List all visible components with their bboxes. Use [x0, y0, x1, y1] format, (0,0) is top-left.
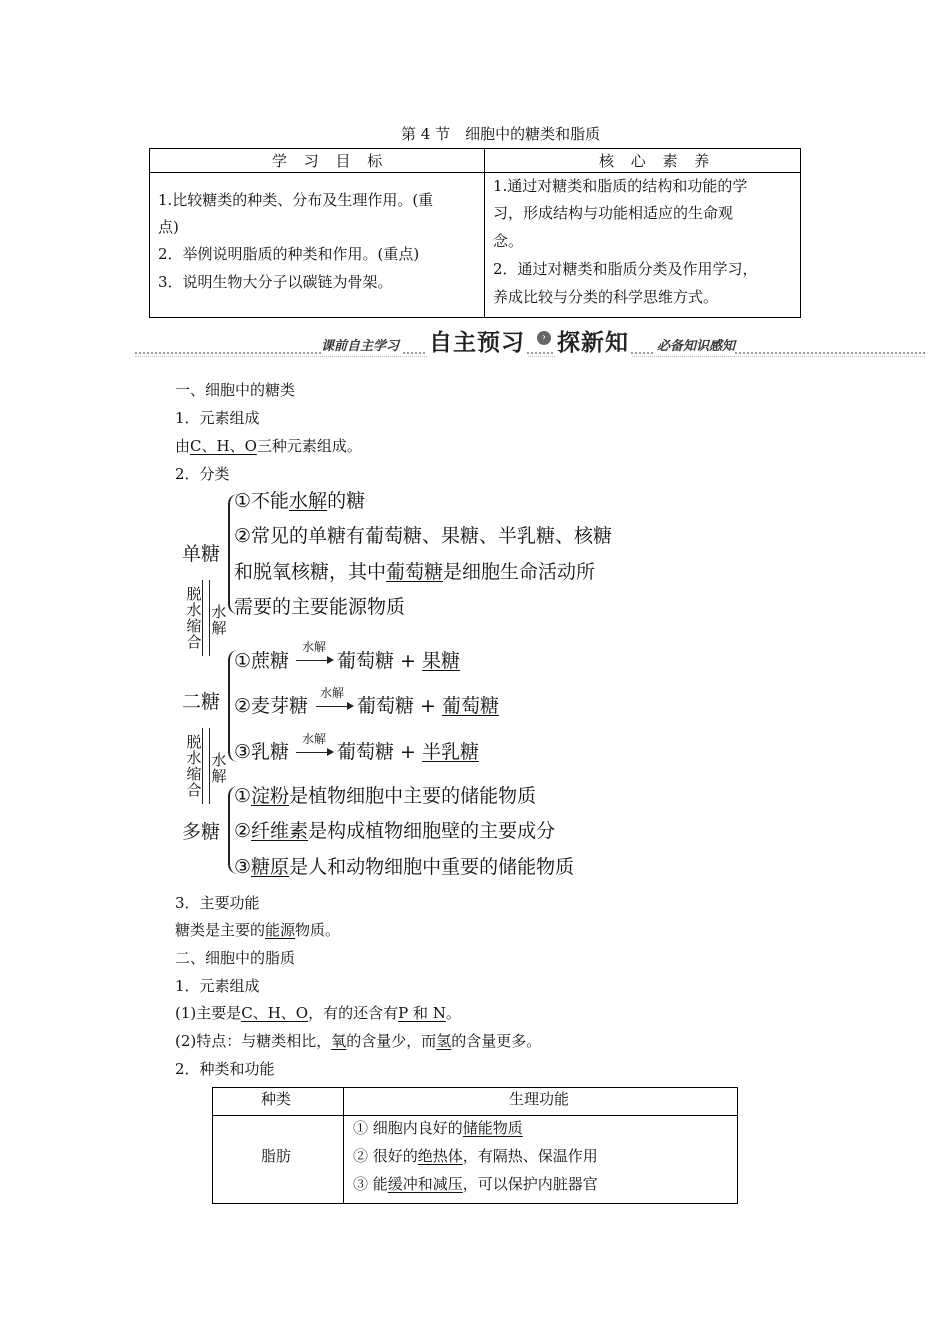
poly-line-3: ③糖原是人和动物细胞中重要的储能物质: [234, 856, 575, 878]
di-3-right: 葡萄糖 + 半乳糖: [337, 741, 480, 763]
answer-blank: 水解: [289, 490, 328, 512]
polysaccharide-label: 多糖: [182, 821, 221, 843]
arrow-label: 水解: [320, 686, 345, 700]
objective-line: 点): [158, 218, 179, 236]
objective-line: 1.比较糖类的种类、分布及生理作用。(重: [158, 191, 434, 209]
sugars-function-heading: 3．主要功能: [175, 894, 260, 912]
right-arrow-icon: [296, 660, 332, 661]
hydrolysis-label: 水解: [211, 751, 227, 785]
table-header-function: 生理功能: [509, 1090, 570, 1108]
banner-left-label: 课前自主学习: [321, 335, 403, 354]
objective-line: 2．举例说明脂质的种类和作用。(重点): [158, 245, 420, 263]
fat-function-1: ① 细胞内良好的储能物质: [353, 1119, 523, 1137]
mono-line-1: ①不能水解的糖: [234, 490, 366, 512]
banner-arrow-icon: ›: [537, 331, 551, 345]
arrow-label: 水解: [302, 732, 327, 746]
answer-blank: P 和 N: [398, 1004, 446, 1022]
right-arrow-icon: [296, 752, 332, 753]
hydrolysis-label: 水解: [211, 603, 227, 637]
arrow-label: 水解: [302, 640, 327, 654]
fat-function-2: ② 很好的绝热体，有隔热、保温作用: [353, 1147, 598, 1165]
competency-line: 2．通过对糖类和脂质分类及作用学习，: [493, 260, 758, 278]
competency-line: 念。: [493, 232, 524, 250]
di-2-right: 葡萄糖 + 葡萄糖: [357, 695, 500, 717]
mono-line-2: ②常见的单糖有葡萄糖、果糖、半乳糖、核糖: [234, 525, 613, 547]
mono-line-4: 需要的主要能源物质: [234, 596, 406, 618]
objectives-table: [149, 148, 801, 318]
disaccharide-label: 二糖: [182, 691, 221, 713]
poly-line-2: ②纤维素是构成植物细胞壁的主要成分: [234, 820, 556, 842]
lipids-elements-heading: 1．元素组成: [175, 977, 260, 995]
competency-line: 习，形成结构与功能相适应的生命观: [493, 204, 734, 222]
banner-right-label: 必备知识感知: [653, 335, 735, 354]
di-2-left: ②麦芽糖: [234, 695, 309, 717]
answer-blank: 糖原: [251, 856, 290, 878]
poly-line-1: ①淀粉是植物细胞中主要的储能物质: [234, 785, 537, 807]
objectives-header: 学 习 目 标: [272, 152, 389, 170]
banner-main-right: 探新知: [555, 324, 631, 357]
sugars-heading: 一、细胞中的糖类: [175, 381, 296, 399]
answer-blank: 氧: [331, 1032, 347, 1050]
mono-line-3: 和脱氧核糖，其中葡萄糖是细胞生命活动所: [234, 561, 596, 583]
answer-blank: 葡萄糖: [386, 561, 444, 583]
answer-blank: 葡萄糖: [442, 695, 500, 717]
section-banner: [135, 322, 925, 362]
sugars-function-line: 糖类是主要的能源物质。: [175, 921, 341, 939]
page-title: 第 4 节 细胞中的糖类和脂质: [401, 125, 601, 143]
competency-line: 养成比较与分类的科学思维方式。: [493, 288, 719, 306]
answer-blank: 缓冲和减压: [387, 1175, 463, 1193]
answer-blank: 能源: [265, 921, 296, 939]
di-3-left: ③乳糖: [234, 741, 290, 763]
competency-header: 核 心 素 养: [599, 152, 716, 170]
answer-blank: 纤维素: [251, 820, 309, 842]
dehydration-label: 脱水缩合: [186, 733, 202, 799]
sugars-class-heading: 2．分类: [175, 465, 230, 483]
di-1-left: ①蔗糖: [234, 650, 290, 672]
answer-blank: 储能物质: [462, 1119, 523, 1137]
sugars-elements-line: 由C、H、O三种元素组成。: [175, 437, 362, 455]
lipids-heading: 二、细胞中的脂质: [175, 949, 296, 967]
right-arrow-icon: [316, 706, 352, 707]
monosaccharide-label: 单糖: [182, 543, 221, 565]
answer-blank: 半乳糖: [422, 741, 480, 763]
answer-blank: 氢: [436, 1032, 452, 1050]
lipid-function-table: [212, 1087, 738, 1204]
lipids-elements-line-2: (2)特点：与糖类相比，氧的含量少，而氢的含量更多。: [175, 1032, 542, 1050]
sugars-elements-heading: 1．元素组成: [175, 409, 260, 427]
table-header-type: 种类: [261, 1090, 292, 1108]
lipids-elements-line-1: (1)主要是C、H、O，有的还含有P 和 N。: [175, 1004, 461, 1022]
objective-line: 3．说明生物大分子以碳链为骨架。: [158, 273, 393, 291]
answer-blank: 绝热体: [417, 1147, 463, 1165]
lipids-types-heading: 2．种类和功能: [175, 1060, 275, 1078]
di-1-right: 葡萄糖 + 果糖: [337, 650, 461, 672]
fat-function-3: ③ 能缓冲和减压，可以保护内脏器官: [353, 1175, 598, 1193]
dehydration-label: 脱水缩合: [186, 585, 202, 651]
answer-blank: 淀粉: [251, 785, 290, 807]
answer-blank: C、H、O: [190, 437, 257, 455]
down-double-arrow-icon: [202, 728, 210, 804]
answer-blank: C、H、O: [241, 1004, 309, 1022]
table-row-label: 脂肪: [261, 1147, 292, 1165]
competency-line: 1.通过对糖类和脂质的结构和功能的学: [493, 177, 748, 195]
banner-main-left: 自主预习: [427, 324, 527, 357]
answer-blank: 果糖: [422, 650, 461, 672]
down-double-arrow-icon: [202, 580, 210, 656]
